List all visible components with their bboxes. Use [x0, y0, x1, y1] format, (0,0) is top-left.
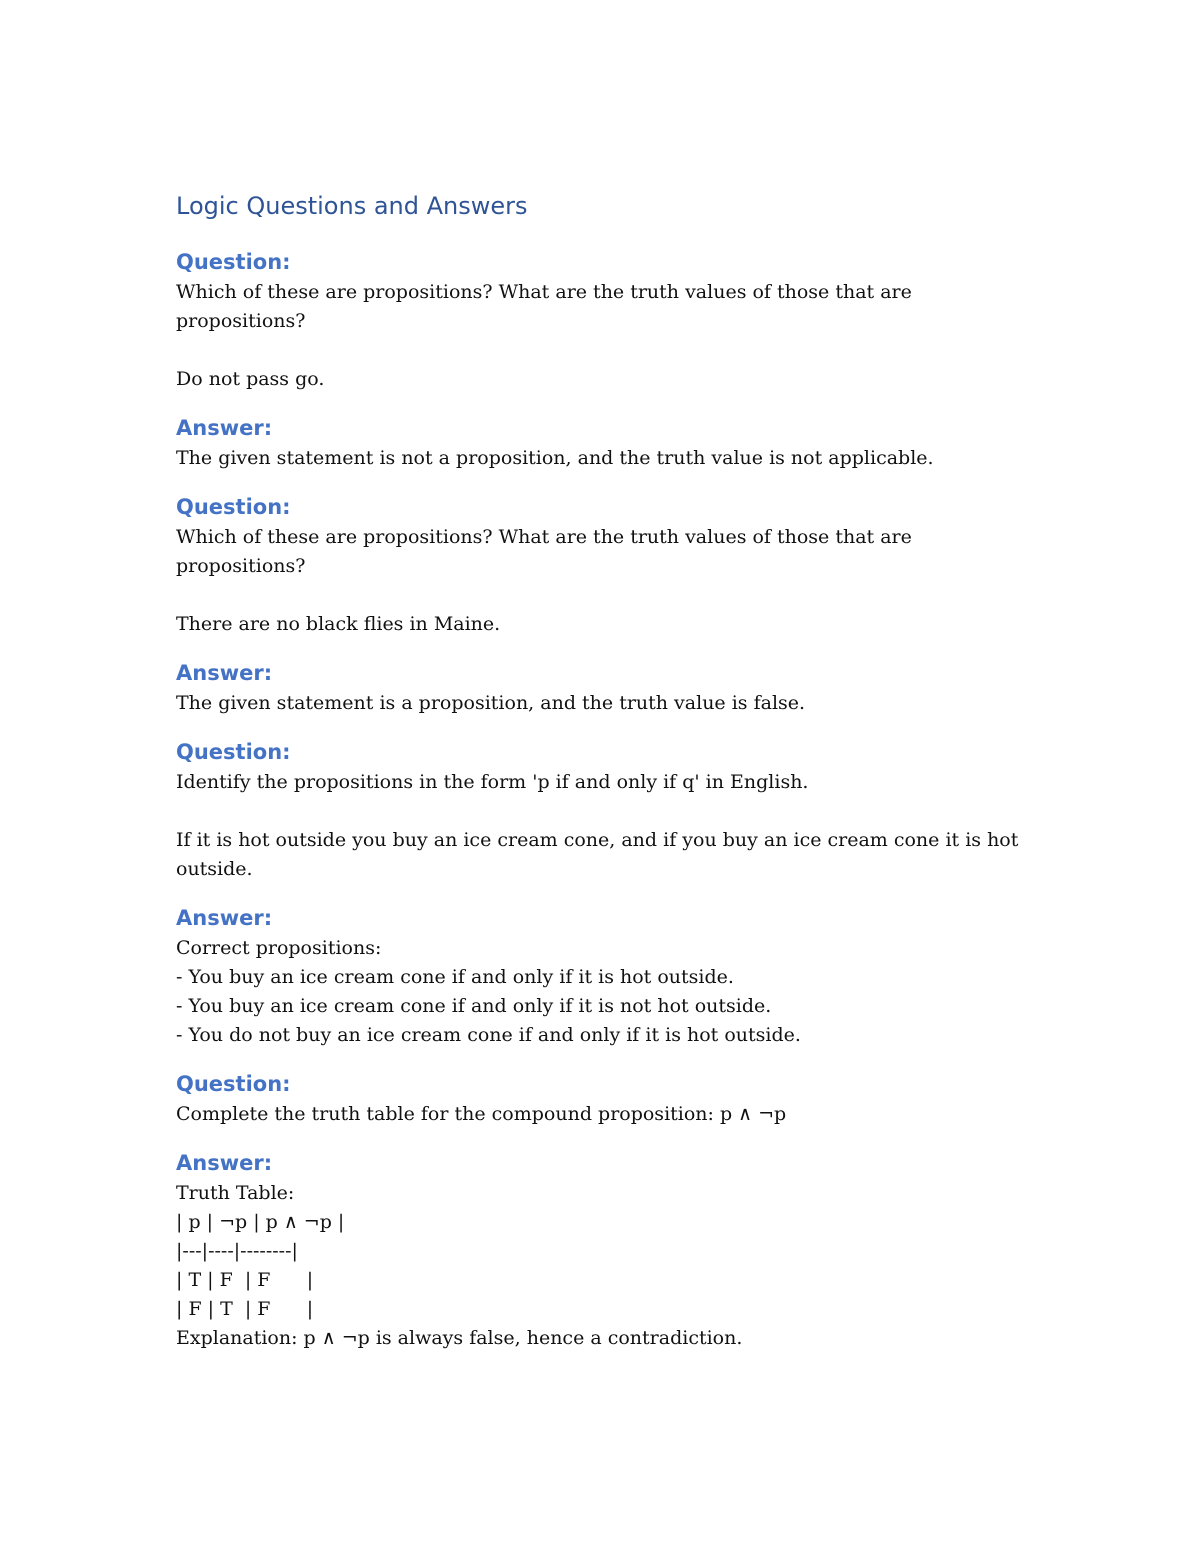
- qa-section-4: [176, 1068, 1036, 1353]
- spacer: [176, 797, 1036, 826]
- question-heading: Question:: [176, 495, 291, 519]
- spacer: [176, 336, 1036, 365]
- answer-text: Truth Table:: [176, 1182, 295, 1204]
- answer-list-item: - You buy an ice cream cone if and only if it is not hot outside.: [176, 995, 772, 1017]
- question-heading: Question:: [176, 250, 291, 274]
- answer-text: Correct propositions:: [176, 937, 382, 959]
- answer-heading: Answer:: [176, 661, 273, 685]
- spacer: [176, 718, 1036, 736]
- answer-heading: Answer:: [176, 416, 273, 440]
- question-text: Which of these are propositions? What are the truth values of those that are propositions?: [176, 526, 918, 577]
- document-page: [176, 190, 1036, 1353]
- spacer: [176, 1050, 1036, 1068]
- answer-heading: Answer:: [176, 906, 273, 930]
- spacer: [176, 473, 1036, 491]
- answer-heading: Answer:: [176, 1151, 273, 1175]
- question-text: Identify the propositions in the form 'p if and only if q' in English.: [176, 771, 809, 793]
- prompt-text: If it is hot outside you buy an ice cream cone, and if you buy an ice cream cone it is hot: [176, 829, 1019, 851]
- answer-text: The given statement is not a proposition, and the truth value is not applicable.: [176, 447, 934, 469]
- question-text: Which of these are propositions? What are the truth values of those that are propositions?: [176, 281, 918, 332]
- prompt-text: outside.: [176, 858, 253, 880]
- answer-list-item: - You do not buy an ice cream cone if and only if it is hot outside.: [176, 1024, 801, 1046]
- spacer: [176, 581, 1036, 610]
- truth-table-row: | F | T | F |: [176, 1298, 314, 1320]
- qa-section-2: [176, 491, 1036, 718]
- question-text: Complete the truth table for the compound proposition: p ∧ ¬p: [176, 1103, 787, 1125]
- spacer: [176, 228, 1036, 246]
- answer-list-item: - You buy an ice cream cone if and only if it is hot outside.: [176, 966, 734, 988]
- spacer: [176, 394, 1036, 412]
- document-title: Logic Questions and Answers: [176, 192, 528, 220]
- question-heading: Question:: [176, 1072, 291, 1096]
- truth-table-header-row: | p | ¬p | p ∧ ¬p |: [176, 1211, 345, 1233]
- question-heading: Question:: [176, 740, 291, 764]
- spacer: [176, 884, 1036, 902]
- truth-table-separator-row: |---|----|--------|: [176, 1240, 298, 1262]
- answer-text: The given statement is a proposition, and the truth value is false.: [176, 692, 806, 714]
- spacer: [176, 1129, 1036, 1147]
- qa-section-3: [176, 736, 1036, 1050]
- spacer: [176, 639, 1036, 657]
- prompt-text: There are no black flies in Maine.: [176, 613, 501, 635]
- prompt-text: Do not pass go.: [176, 368, 325, 390]
- truth-table-row: | T | F | F |: [176, 1269, 314, 1291]
- qa-section-1: [176, 246, 1036, 473]
- explanation-text: Explanation: p ∧ ¬p is always false, hence a contradiction.: [176, 1327, 743, 1349]
